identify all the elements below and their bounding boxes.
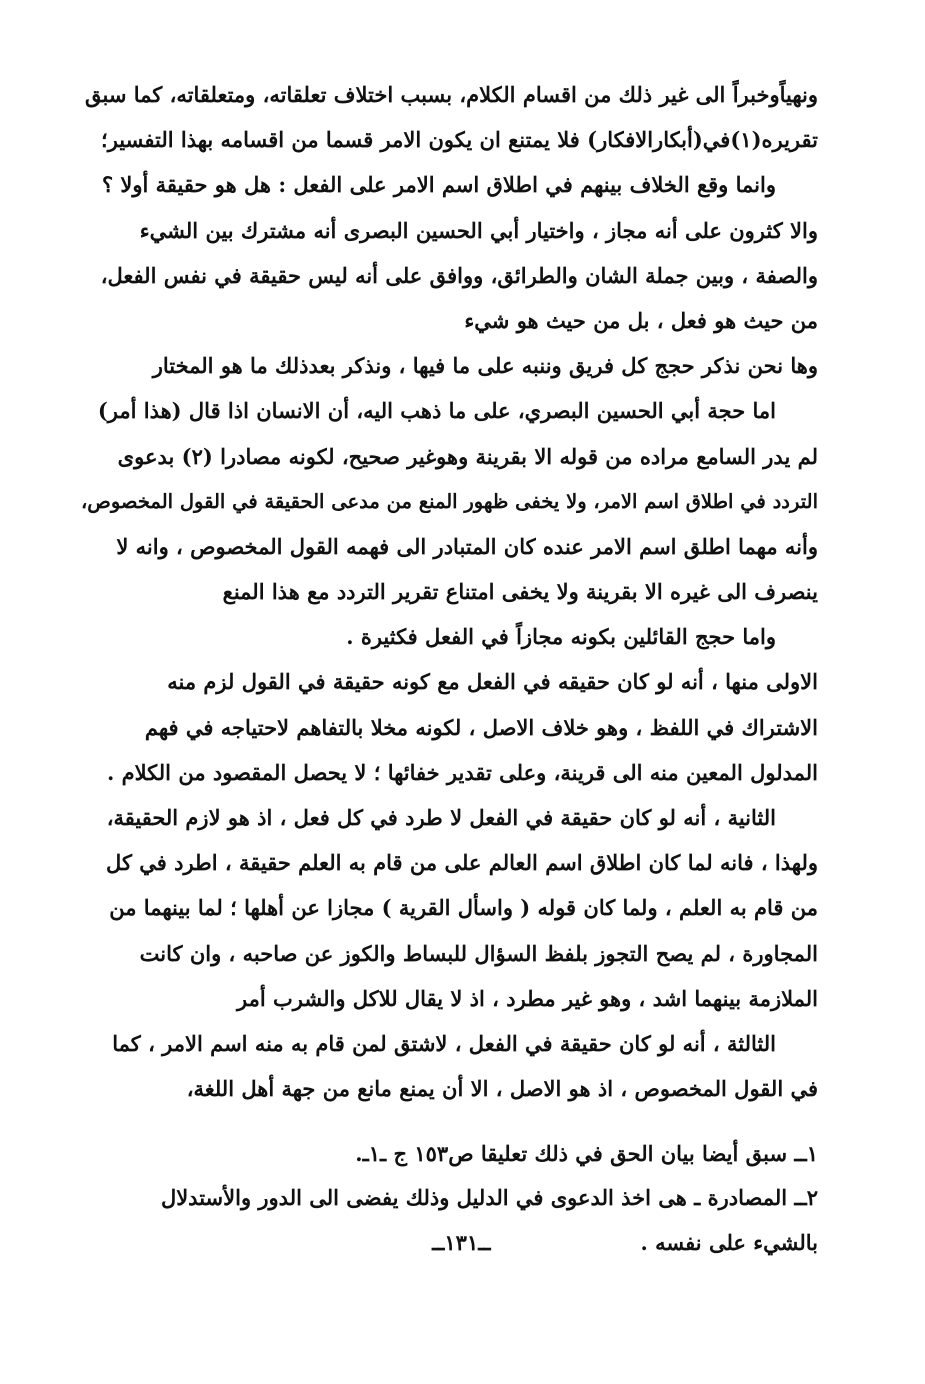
text-line-8: اما حجة أبي الحسين البصري، على ما ذهب اليه، أن الانسان اذا قال (هذا أمر) — [97, 398, 776, 424]
text-line-2: تقريره(١)في(أبكارالافكار) فلا يمتنع ان يكون الامر قسما من اقسامه بهذا التفسير؛ — [101, 127, 818, 153]
text-line-21: الملازمة بينهما اشد ، وهو غير مطرد ، اذ لا يقال للاكل والشرب أمر — [237, 985, 818, 1011]
text-line-13: واما حجج القائلين بكونه مجازاً في الفعل فكثيرة . — [346, 624, 776, 650]
text-line-3: وانما وقع الخلاف بينهم في اطلاق اسم الامر على الفعل : هل هو حقيقة أولا ؟ — [101, 172, 776, 198]
text-line-5: والصفة ، وبين جملة الشان والطرائق، ووافق على أنه ليس حقيقة في نفس الفعل، — [100, 262, 818, 288]
text-line-1: ونهياًوخبراً الى غير ذلك من اقسام الكلام، بسبب اختلاف تعلقاته، ومتعلقاته، كما سبق — [84, 82, 818, 107]
text-line-19: من قام به العلم ، ولما كان قوله ( واسأل القرية ) مجازا عن أهلها ؛ لما بينهما من — [109, 895, 818, 921]
text-line-15: الاشتراك في اللفظ ، وهو خلاف الاصل ، لكونه مخلا بالتفاهم لاحتياجه في فهم — [144, 714, 818, 740]
text-line-20: المجاورة ، لم يصح التجوز بلفظ السؤال للبساط والكوز عن صاحبه ، وان كانت — [139, 940, 818, 966]
footnotes — [78, 1132, 818, 1264]
text-line-17: الثانية ، أنه لو كان حقيقة في الفعل لا طرد في كل فعل ، اذ هو لازم الحقيقة، — [106, 805, 776, 830]
text-line-9: لم يدر السامع مراده من قوله الا بقرينة وهوغير صحيح، لكونه مصادرا (٢) بدعوى — [117, 443, 818, 469]
text-line-6: من حيث هو فعل ، بل من حيث هو شيء — [464, 307, 818, 333]
footnote-2-continuation: بالشيء على نفسه . — [640, 1229, 818, 1255]
text-line-18: ولهذا ، فانه لما كان اطلاق اسم العالم على من قام به العلم حقيقة ، اطرد في كل — [106, 850, 818, 876]
text-line-7: وها نحن نذكر حجج كل فريق وننبه على ما فيها ، ونذكر بعدذلك ما هو المختار — [152, 353, 818, 379]
text-line-10: التردد في اطلاق اسم الامر، ولا يخفى ظهور المنع من مدعى الحقيقة في القول المخصوص، — [80, 489, 818, 513]
footnote-1: ١ــ سبق أيضا بيان الحق في ذلك تعليقا ص١٥٣ ج ـ١ـ. — [355, 1141, 818, 1166]
page-number: ــ١٣١ــ — [432, 1229, 491, 1255]
text-line-14: الاولى منها ، أنه لو كان حقيقه في الفعل مع كونه حقيقة في القول لزم منه — [167, 669, 818, 695]
text-line-11: وأنه مهما اطلق اسم الامر عنده كان المتبادر الى فهمه القول المخصوص ، وانه لا — [116, 533, 818, 559]
main-text — [78, 72, 818, 1111]
text-line-4: والا كثرون على أنه مجاز ، واختيار أبي الحسين البصرى أنه مشترك بين الشيء — [139, 217, 818, 243]
text-line-23: في القول المخصوص ، اذ هو الاصل ، الا أن يمنع مانع من جهة أهل اللغة، — [186, 1076, 818, 1102]
text-line-16: المدلول المعين منه الى قرينة، وعلى تقدير خفائها ؛ لا يحصل المقصود من الكلام . — [107, 759, 818, 785]
footnote-2: ٢ــ المصادرة ـ هى اخذ الدعوى في الدليل وذلك يفضى الى الدور والأستدلال — [160, 1185, 818, 1210]
text-line-22: الثالثة ، أنه لو كان حقيقة في الفعل ، لاشتق لمن قام به منه اسم الامر ، كما — [112, 1030, 776, 1056]
text-line-12: ينصرف الى غيره الا بقرينة ولا يخفى امتناع تقرير التردد مع هذا المنع — [222, 579, 818, 605]
footnote-last-row — [78, 1220, 818, 1264]
